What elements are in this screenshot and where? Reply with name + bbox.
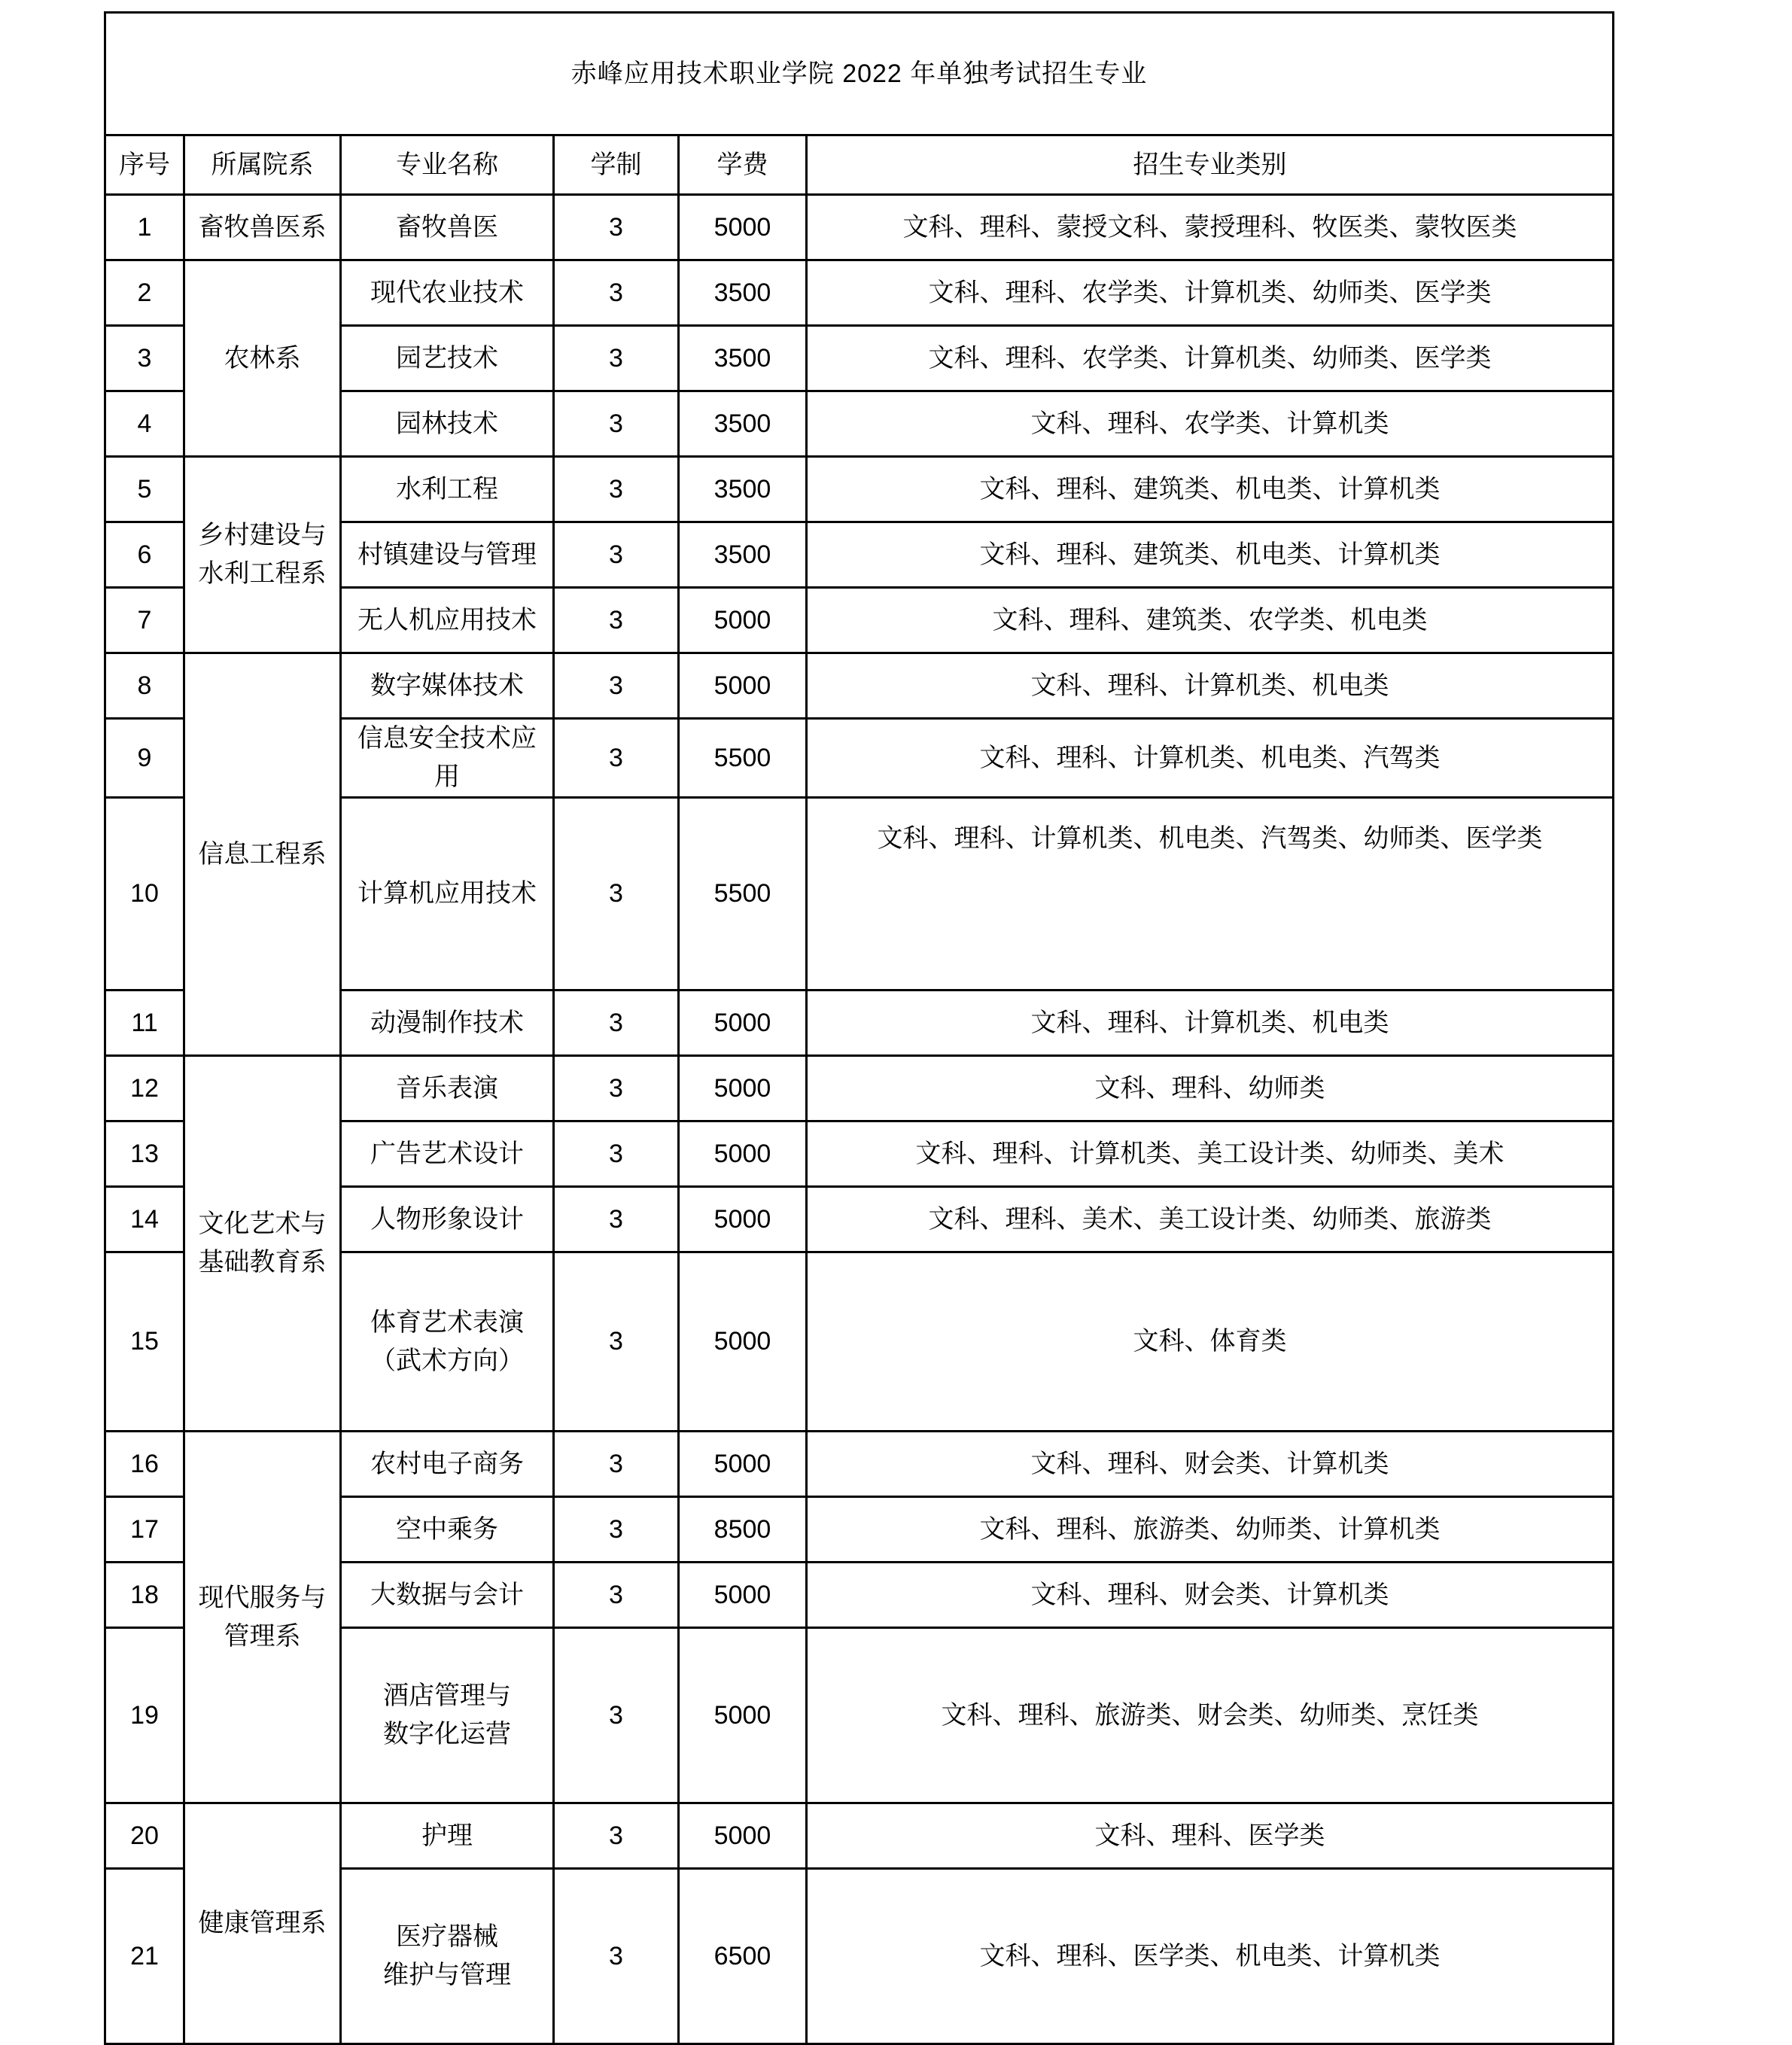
cell-categories: 文科、理科、幼师类 bbox=[807, 1056, 1614, 1121]
cell-categories: 文科、理科、蒙授文科、蒙授理科、牧医类、蒙牧医类 bbox=[807, 195, 1614, 260]
cell-dept: 现代服务与管理系 bbox=[184, 1432, 341, 1803]
cell-major-line-2: （武术方向） bbox=[370, 1346, 524, 1375]
cell-major bbox=[341, 1628, 554, 1803]
cell-categories: 文科、理科、美术、美工设计类、幼师类、旅游类 bbox=[807, 1187, 1614, 1252]
page-title: 赤峰应用技术职业学院 2022 年单独考试招生专业 bbox=[105, 13, 1614, 135]
cell-seq: 7 bbox=[105, 588, 184, 653]
cell-fee: 5000 bbox=[679, 195, 807, 260]
cell-years: 3 bbox=[554, 326, 679, 391]
table-row bbox=[105, 653, 1614, 719]
cell-fee: 3500 bbox=[679, 260, 807, 326]
cell-categories: 文科、理科、旅游类、财会类、幼师类、烹饪类 bbox=[807, 1628, 1614, 1803]
cell-categories: 文科、理科、计算机类、机电类 bbox=[807, 653, 1614, 719]
admissions-table-wrapper bbox=[104, 11, 1612, 2045]
cell-seq: 2 bbox=[105, 260, 184, 326]
cell-dept: 文化艺术与基础教育系 bbox=[184, 1056, 341, 1432]
column-header-fee: 学费 bbox=[679, 135, 807, 195]
cell-major: 人物形象设计 bbox=[341, 1187, 554, 1252]
cell-categories: 文科、体育类 bbox=[807, 1252, 1614, 1432]
cell-fee: 5000 bbox=[679, 991, 807, 1056]
column-header-major: 专业名称 bbox=[341, 135, 554, 195]
cell-major: 数字媒体技术 bbox=[341, 653, 554, 719]
cell-major bbox=[341, 1252, 554, 1432]
table-row bbox=[105, 457, 1614, 522]
cell-seq: 21 bbox=[105, 1869, 184, 2044]
cell-fee: 3500 bbox=[679, 522, 807, 588]
cell-years: 3 bbox=[554, 719, 679, 798]
cell-categories: 文科、理科、建筑类、机电类、计算机类 bbox=[807, 522, 1614, 588]
cell-major: 园艺技术 bbox=[341, 326, 554, 391]
cell-seq: 8 bbox=[105, 653, 184, 719]
cell-fee: 3500 bbox=[679, 391, 807, 457]
cell-major-line-2: 维护与管理 bbox=[383, 1961, 511, 1989]
cell-fee: 5000 bbox=[679, 1432, 807, 1497]
cell-seq: 10 bbox=[105, 798, 184, 991]
column-header-categories: 招生专业类别 bbox=[807, 135, 1614, 195]
cell-seq: 13 bbox=[105, 1121, 184, 1187]
cell-fee: 8500 bbox=[679, 1497, 807, 1563]
cell-dept: 乡村建设与水利工程系 bbox=[184, 457, 341, 653]
table-row bbox=[105, 1432, 1614, 1497]
cell-fee: 5000 bbox=[679, 1563, 807, 1628]
cell-fee: 5500 bbox=[679, 719, 807, 798]
table-header-row bbox=[105, 135, 1614, 195]
column-header-seq: 序号 bbox=[105, 135, 184, 195]
cell-major: 村镇建设与管理 bbox=[341, 522, 554, 588]
cell-major: 园林技术 bbox=[341, 391, 554, 457]
cell-years: 3 bbox=[554, 798, 679, 991]
cell-major: 计算机应用技术 bbox=[341, 798, 554, 991]
cell-categories: 文科、理科、计算机类、美工设计类、幼师类、美术 bbox=[807, 1121, 1614, 1187]
cell-major: 农村电子商务 bbox=[341, 1432, 554, 1497]
cell-fee: 5000 bbox=[679, 1187, 807, 1252]
cell-years: 3 bbox=[554, 195, 679, 260]
cell-fee: 3500 bbox=[679, 457, 807, 522]
cell-major: 广告艺术设计 bbox=[341, 1121, 554, 1187]
cell-years: 3 bbox=[554, 1121, 679, 1187]
cell-years: 3 bbox=[554, 1056, 679, 1121]
cell-dept: 信息工程系 bbox=[184, 653, 341, 1056]
table-row bbox=[105, 1056, 1614, 1121]
cell-major: 无人机应用技术 bbox=[341, 588, 554, 653]
cell-seq: 9 bbox=[105, 719, 184, 798]
cell-years: 3 bbox=[554, 457, 679, 522]
cell-categories: 文科、理科、医学类、机电类、计算机类 bbox=[807, 1869, 1614, 2044]
cell-categories: 文科、理科、医学类 bbox=[807, 1803, 1614, 1869]
cell-major-line-1: 酒店管理与 bbox=[383, 1681, 511, 1710]
cell-major: 护理 bbox=[341, 1803, 554, 1869]
cell-years: 3 bbox=[554, 1628, 679, 1803]
cell-seq: 17 bbox=[105, 1497, 184, 1563]
cell-seq: 12 bbox=[105, 1056, 184, 1121]
cell-categories: 文科、理科、农学类、计算机类、幼师类、医学类 bbox=[807, 260, 1614, 326]
cell-fee: 5000 bbox=[679, 1252, 807, 1432]
cell-seq: 1 bbox=[105, 195, 184, 260]
cell-seq: 19 bbox=[105, 1628, 184, 1803]
cell-fee: 5000 bbox=[679, 1121, 807, 1187]
cell-years: 3 bbox=[554, 1252, 679, 1432]
column-header-dept: 所属院系 bbox=[184, 135, 341, 195]
cell-years: 3 bbox=[554, 991, 679, 1056]
cell-major-line-2: 数字化运营 bbox=[383, 1720, 511, 1748]
cell-dept: 健康管理系 bbox=[184, 1803, 341, 2044]
cell-fee: 5000 bbox=[679, 653, 807, 719]
cell-seq: 14 bbox=[105, 1187, 184, 1252]
cell-years: 3 bbox=[554, 1563, 679, 1628]
admissions-table bbox=[104, 11, 1614, 2045]
cell-fee: 6500 bbox=[679, 1869, 807, 2044]
cell-fee: 3500 bbox=[679, 326, 807, 391]
cell-categories: 文科、理科、旅游类、幼师类、计算机类 bbox=[807, 1497, 1614, 1563]
cell-categories: 文科、理科、农学类、计算机类 bbox=[807, 391, 1614, 457]
cell-dept: 农林系 bbox=[184, 260, 341, 457]
table-row bbox=[105, 1803, 1614, 1869]
cell-years: 3 bbox=[554, 588, 679, 653]
cell-years: 3 bbox=[554, 1869, 679, 2044]
cell-fee: 5500 bbox=[679, 798, 807, 991]
title-row bbox=[105, 13, 1614, 135]
cell-years: 3 bbox=[554, 1432, 679, 1497]
cell-dept: 畜牧兽医系 bbox=[184, 195, 341, 260]
cell-seq: 11 bbox=[105, 991, 184, 1056]
cell-categories: 文科、理科、财会类、计算机类 bbox=[807, 1432, 1614, 1497]
cell-years: 3 bbox=[554, 1497, 679, 1563]
cell-fee: 5000 bbox=[679, 1803, 807, 1869]
cell-years: 3 bbox=[554, 522, 679, 588]
column-header-years: 学制 bbox=[554, 135, 679, 195]
cell-major: 音乐表演 bbox=[341, 1056, 554, 1121]
cell-fee: 5000 bbox=[679, 1056, 807, 1121]
cell-years: 3 bbox=[554, 1187, 679, 1252]
cell-fee: 5000 bbox=[679, 1628, 807, 1803]
cell-categories: 文科、理科、财会类、计算机类 bbox=[807, 1563, 1614, 1628]
cell-seq: 15 bbox=[105, 1252, 184, 1432]
cell-major: 现代农业技术 bbox=[341, 260, 554, 326]
cell-categories: 文科、理科、建筑类、农学类、机电类 bbox=[807, 588, 1614, 653]
cell-categories: 文科、理科、计算机类、机电类 bbox=[807, 991, 1614, 1056]
cell-major: 大数据与会计 bbox=[341, 1563, 554, 1628]
table-row bbox=[105, 195, 1614, 260]
cell-seq: 20 bbox=[105, 1803, 184, 1869]
cell-major-line-1: 体育艺术表演 bbox=[370, 1307, 524, 1337]
cell-major: 信息安全技术应用 bbox=[341, 719, 554, 798]
cell-major: 动漫制作技术 bbox=[341, 991, 554, 1056]
cell-seq: 6 bbox=[105, 522, 184, 588]
cell-major-line-1: 医疗器械 bbox=[396, 1922, 498, 1951]
cell-major: 空中乘务 bbox=[341, 1497, 554, 1563]
cell-years: 3 bbox=[554, 391, 679, 457]
cell-seq: 3 bbox=[105, 326, 184, 391]
cell-categories: 文科、理科、建筑类、机电类、计算机类 bbox=[807, 457, 1614, 522]
cell-seq: 18 bbox=[105, 1563, 184, 1628]
cell-years: 3 bbox=[554, 1803, 679, 1869]
cell-categories: 文科、理科、计算机类、机电类、汽驾类、幼师类、医学类 bbox=[807, 798, 1614, 991]
cell-seq: 4 bbox=[105, 391, 184, 457]
cell-years: 3 bbox=[554, 260, 679, 326]
cell-categories: 文科、理科、计算机类、机电类、汽驾类 bbox=[807, 719, 1614, 798]
cell-seq: 5 bbox=[105, 457, 184, 522]
cell-fee: 5000 bbox=[679, 588, 807, 653]
cell-major: 水利工程 bbox=[341, 457, 554, 522]
table-row bbox=[105, 260, 1614, 326]
cell-categories: 文科、理科、农学类、计算机类、幼师类、医学类 bbox=[807, 326, 1614, 391]
cell-years: 3 bbox=[554, 653, 679, 719]
cell-major bbox=[341, 1869, 554, 2044]
cell-seq: 16 bbox=[105, 1432, 184, 1497]
cell-major: 畜牧兽医 bbox=[341, 195, 554, 260]
